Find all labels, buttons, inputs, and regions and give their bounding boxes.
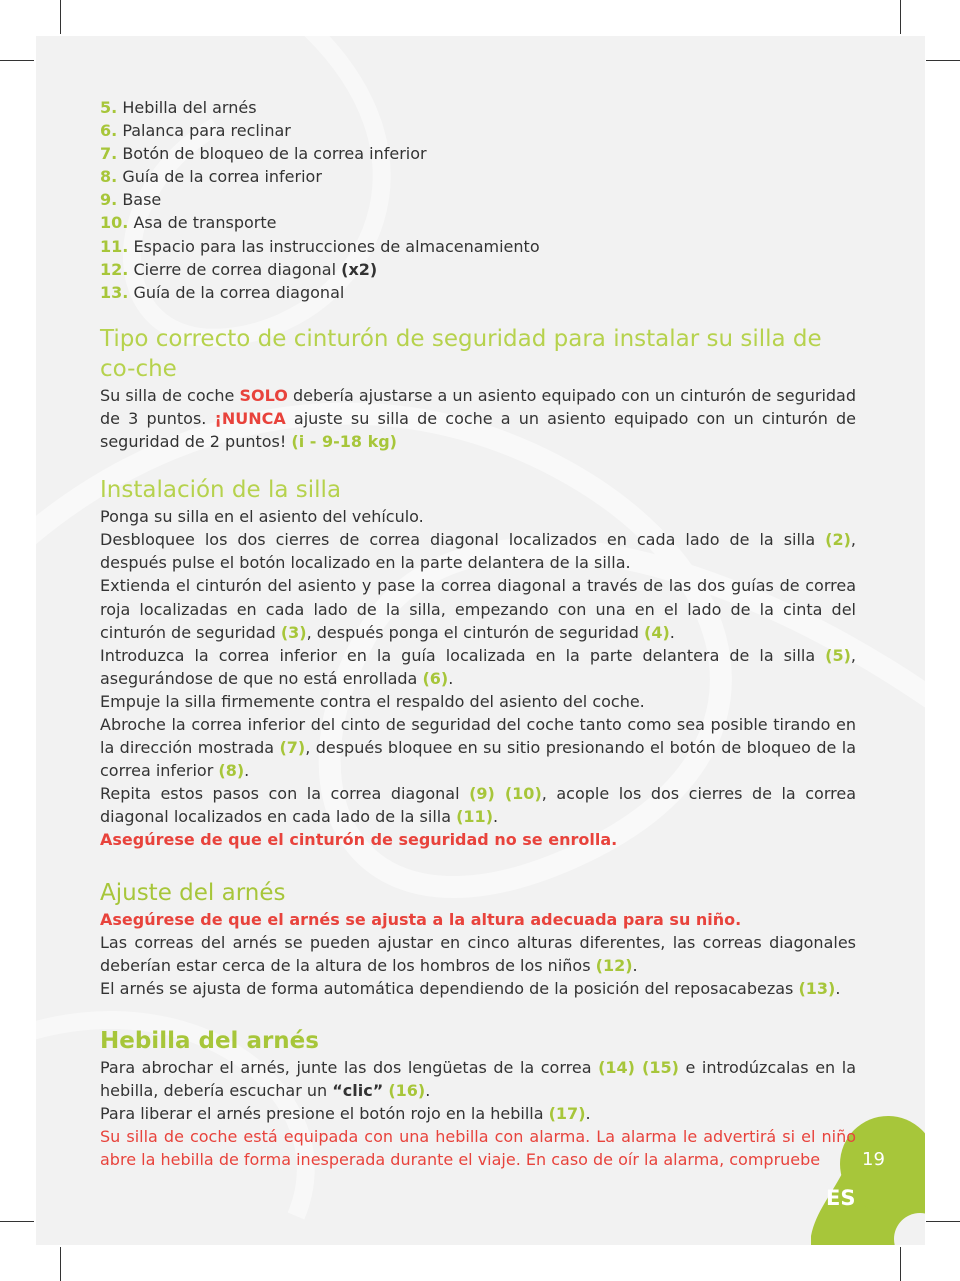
warning-text: Asegúrese de que el arnés se ajusta a la altura adecuada para su niño. [100,909,742,929]
crop-mark [900,0,901,34]
crop-mark [0,1221,34,1222]
section-heading: Ajuste del arnés [100,879,286,906]
list-item: 10. Asa de transporte [100,213,277,233]
section-heading: Tipo correcto de cinturón de seguridad para instalar su silla de co-che [100,325,822,382]
language-tag: ES [826,1186,856,1210]
paragraph: Repita estos pasos con la correa diagonal (9) (10), acople los dos cierres de la correa diagonal localizados en cada lado de la silla (11). [100,784,857,827]
paragraph: Para abrochar el arnés, junte las dos lengüetas de la correa (14) (15) e introdúzcalas en la hebilla, debería escuchar un “clic” (16). [100,1057,856,1100]
crop-mark [926,1221,960,1222]
list-item: 11. Espacio para las instrucciones de almacenamiento [100,236,540,256]
paragraph: Para liberar el arnés presione el botón rojo en la hebilla (17). [100,1104,591,1124]
crop-mark [926,60,960,61]
page-content [100,96,856,1171]
harness-adjust-section [100,878,856,1000]
belt-type-section [100,324,856,453]
installation-section [100,475,856,851]
paragraph: Ponga su silla en el asiento del vehículo. [100,507,424,527]
list-item: 5. Hebilla del arnés [100,98,257,117]
page-number: 19 [862,1149,885,1170]
list-item: 7. Botón de bloqueo de la correa inferior [100,144,427,164]
parts-list [100,96,856,304]
list-item: 6. Palanca para reclinar [100,121,291,141]
list-item: 13. Guía de la correa diagonal [100,282,345,302]
list-item: 8. Guía de la correa inferior [100,167,322,187]
list-item: 12. Cierre de correa diagonal (x2) [100,259,378,279]
paragraph: El arnés se ajusta de forma automática dependiendo de la posición del reposacabezas (13). [100,978,841,998]
crop-mark [0,60,34,61]
crop-mark [60,0,61,34]
list-item: 9. Base [100,190,162,210]
paragraph: Abroche la correa inferior del cinto de seguridad del coche tanto como sea posible tirando en la dirección mostrada (7), después bloquee en su sitio presionando el botón de bloqueo de la correa inferior (8). [100,714,856,781]
crop-mark [900,1247,901,1281]
warning-text: Asegúrese de que el cinturón de seguridad no se enrolla. [100,830,618,850]
section-heading: Instalación de la silla [100,477,342,504]
paragraph: Desbloquee los dos cierres de correa diagonal localizados en cada lado de la silla (2), después pulse el botón localizado en la parte delantera de la silla. [100,530,856,573]
paragraph: Las correas del arnés se pueden ajustar en cinco alturas diferentes, las correas diagonales deberían estar cerca de la altura de los hombros de los niños (12). [100,932,856,975]
paragraph: Su silla de coche SOLO debería ajustarse a un asiento equipado con un cinturón de seguridad de 3 puntos. ¡NUNCA ajuste su silla de coche a un asiento equipado con un cinturón de seguridad de 2 puntos! (i - 9-18 kg) [100,385,857,452]
paragraph: Introduzca la correa inferior en la guía localizada en la parte delantera de la silla (5), asegurándose de que no está enrollada (6). [100,645,856,688]
section-heading: Hebilla del arnés [100,1027,319,1054]
crop-mark [60,1247,61,1281]
paragraph: Extienda el cinturón del asiento y pase la correa diagonal a través de las dos guías de correa roja localizadas en cada lado de la silla, empezando con una en el lado de la cinta del cinturón de seguridad (3), después ponga el cinturón de seguridad (4). [100,576,856,642]
buckle-section [100,1026,856,1171]
paragraph: Empuje la silla firmemente contra el respaldo del asiento del coche. [100,691,645,711]
alarm-text: Su silla de coche está equipada con una hebilla con alarma. La alarma le advertirá si el niño abre la hebilla de forma inesperada durante el viaje. En caso de oír la alarma, compruebe [100,1127,856,1170]
